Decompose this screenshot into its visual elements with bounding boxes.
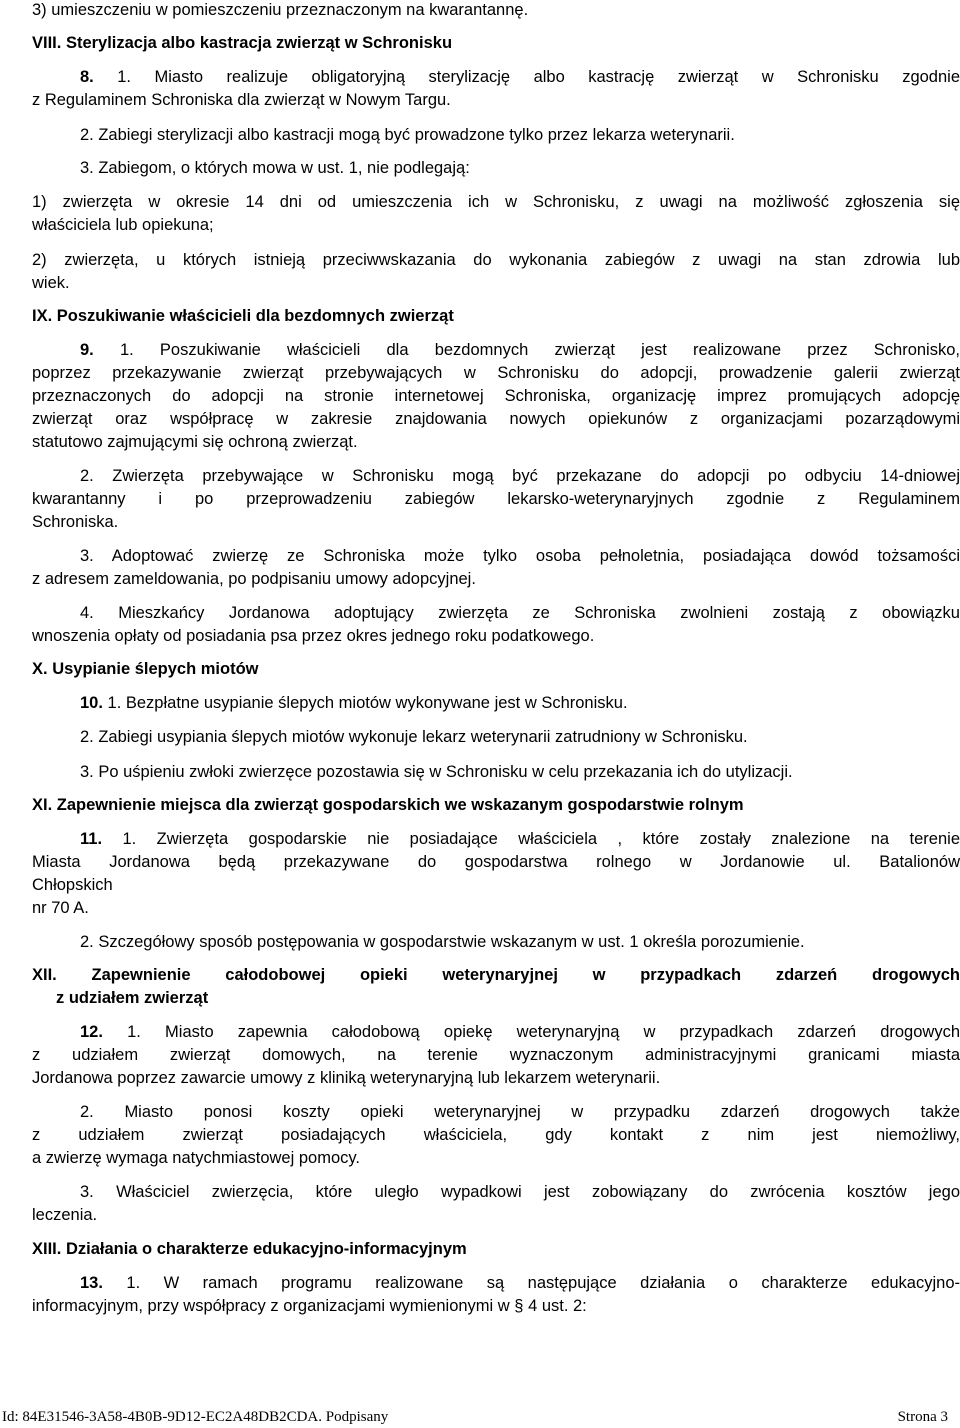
paragraph-text: 1. Bezpłatne usypianie ślepych miotów wykonywane jest w Schronisku. (107, 694, 628, 712)
text-line: Schroniska. (32, 513, 119, 531)
paragraph-text: 1. Miasto realizuje obligatoryjną sterylizację albo kastrację zwierząt w Schronisku zgodnie (117, 68, 960, 86)
section-title: Poszukiwanie właścicieli dla bezdomnych zwierząt (56, 307, 454, 325)
text-line: z adresem zameldowania, po podpisaniu umowy adopcyjnej. (32, 570, 476, 588)
paragraph-text: 1. Miasto zapewnia całodobową opiekę weterynaryjną w przypadkach zdarzeń drogowych (127, 1023, 960, 1041)
section-heading-xii (32, 965, 960, 985)
text-line: Jordanowa poprzez zawarcie umowy z kliniką weterynaryjną lub lekarzem weterynarii. (32, 1069, 661, 1087)
text-line: statutowo zajmującymi się ochroną zwierząt. (32, 433, 358, 451)
text-line: leczenia. (32, 1206, 98, 1224)
section-number: XIII. (32, 1240, 62, 1258)
section-title: Zapewnienie miejsca dla zwierząt gospodarskich we wskazanym gospodarstwie rolnym (56, 796, 744, 814)
section-heading-ix (32, 306, 960, 326)
text-line: poprzez przekazywanie zwierząt przebywających w Schronisku do adopcji, prowadzenie galerii zwierząt (32, 364, 960, 382)
text-line: kwarantanny i po przeprowadzeniu zabiegów lekarsko-weterynaryjnych zgodnie z Regulaminem (32, 490, 960, 508)
text-line: 2. Zwierzęta przebywające w Schronisku mogą być przekazane do adopcji po odbyciu 14-dniowej (80, 467, 960, 485)
section-number: IX. (32, 307, 53, 325)
paragraph-text: 1. Zwierzęta gospodarskie nie posiadające właściciela , które zostały znalezione na terenie (122, 830, 960, 848)
list-item: 1) zwierzęta w okresie 14 dni od umieszczenia ich w Schronisku, z uwagi na możliwość zgłoszenia się (32, 193, 960, 211)
section-title: Usypianie ślepych miotów (52, 660, 259, 678)
paragraph-10-line (80, 693, 960, 713)
paragraph-number: 8. (80, 68, 94, 86)
text-line: właściciela lub opiekuna; (32, 216, 214, 234)
text-line: z udziałem zwierząt posiadających właściciela, gdy kontakt z nim jest niemożliwy, (32, 1126, 960, 1144)
section-number: XII. (32, 966, 57, 984)
section-number: X. (32, 660, 48, 678)
text-line: 2. Miasto ponosi koszty opieki weterynaryjnej w przypadku zdarzeń drogowych także (80, 1103, 960, 1121)
paragraph-number: 13. (80, 1274, 103, 1292)
paragraph-number: 10. (80, 694, 103, 712)
text-line: nr 70 A. (32, 899, 89, 917)
section-heading-viii (32, 33, 960, 53)
text-line: a zwierzę wymaga natychmiastowej pomocy. (32, 1149, 360, 1167)
text-line: 3. Adoptować zwierzę ze Schroniska może tylko osoba pełnoletnia, posiadająca dowód tożsamości (80, 547, 960, 565)
section-title-continued: z udziałem zwierząt (56, 989, 209, 1007)
list-item: 2) zwierzęta, u których istnieją przeciwwskazania do wykonania zabiegów z uwagi na stan zdrowia lub (32, 251, 960, 269)
text-line: 2. Zabiegi usypiania ślepych miotów wykonuje lekarz weterynarii zatrudniony w Schronisku. (80, 728, 748, 746)
paragraph-number: 11. (80, 830, 103, 848)
section-number: XI. (32, 796, 53, 814)
text-line: przeznaczonych do adopcji na stronie internetowej Schroniska, organizację imprez promujących adopcję (32, 387, 960, 405)
section-title: Zapewnienie całodobowej opieki weterynaryjnej w przypadkach zdarzeń drogowych (91, 966, 960, 984)
text-line: 3. Po uśpieniu zwłoki zwierzęce pozostawia się w Schronisku w celu przekazania ich do utylizacji. (80, 763, 793, 781)
paragraph-11-line (80, 829, 960, 849)
section-heading-xi (32, 795, 960, 815)
paragraph-text: 1. Poszukiwanie właścicieli dla bezdomnych zwierząt jest realizowane przez Schronisko, (119, 341, 960, 359)
text-line: Miasta Jordanowa będą przekazywane do gospodarstwa rolnego w Jordanowie ul. Batalionów (32, 853, 960, 871)
page-number: Strona 3 (897, 1409, 948, 1425)
text-line: 3. Zabiegom, o których mowa w ust. 1, nie podlegają: (80, 159, 470, 177)
text-line: zwierząt oraz współpracę w zakresie znajdowania nowych opiekunów z organizacjami pozarządowymi (32, 410, 960, 428)
paragraph-12-line (80, 1022, 960, 1042)
paragraph-text: 1. W ramach programu realizowane są następujące działania o charakterze edukacyjno- (126, 1274, 960, 1292)
paragraph-9-line (80, 340, 960, 360)
text-line: 4. Mieszkańcy Jordanowa adoptujący zwierzęta ze Schroniska zwolnieni zostają z obowiązku (80, 604, 960, 622)
document-id: Id: 84E31546-3A58-4B0B-9D12-EC2A48DB2CDA. Podpisany (2, 1409, 389, 1425)
text-line: 2. Zabiegi sterylizacji albo kastracji mogą być prowadzone tylko przez lekarza weterynarii. (80, 126, 735, 144)
text-line: Chłopskich (32, 876, 113, 894)
section-title: Sterylizacja albo kastracja zwierząt w Schronisku (65, 34, 453, 52)
text-line: 3) umieszczeniu w pomieszczeniu przeznaczonym na kwarantannę. (32, 1, 529, 19)
text-line: wnoszenia opłaty od posiadania psa przez okres jednego roku podatkowego. (32, 627, 595, 645)
text-line: z Regulaminem Schroniska dla zwierząt w Nowym Targu. (32, 91, 451, 109)
paragraph-13-line (80, 1273, 960, 1293)
section-heading-xiii (32, 1239, 960, 1259)
section-title: Działania o charakterze edukacyjno-informacyjnym (65, 1240, 467, 1258)
text-line: 2. Szczegółowy sposób postępowania w gospodarstwie wskazanym w ust. 1 określa porozumienie. (80, 933, 805, 951)
text-line: 3. Właściciel zwierzęcia, które uległo wypadkowi jest zobowiązany do zwrócenia kosztów jego (80, 1183, 960, 1201)
text-line: wiek. (32, 274, 70, 292)
text-line: z udziałem zwierząt domowych, na terenie wyznaczonym administracyjnymi granicami miasta (32, 1046, 960, 1064)
paragraph-number: 12. (80, 1023, 103, 1041)
section-heading-x (32, 659, 960, 679)
text-line: informacyjnym, przy współpracy z organizacjami wymienionymi w § 4 ust. 2: (32, 1297, 587, 1315)
paragraph-number: 9. (80, 341, 94, 359)
section-number: VIII. (32, 34, 62, 52)
paragraph-8-line (80, 67, 960, 87)
